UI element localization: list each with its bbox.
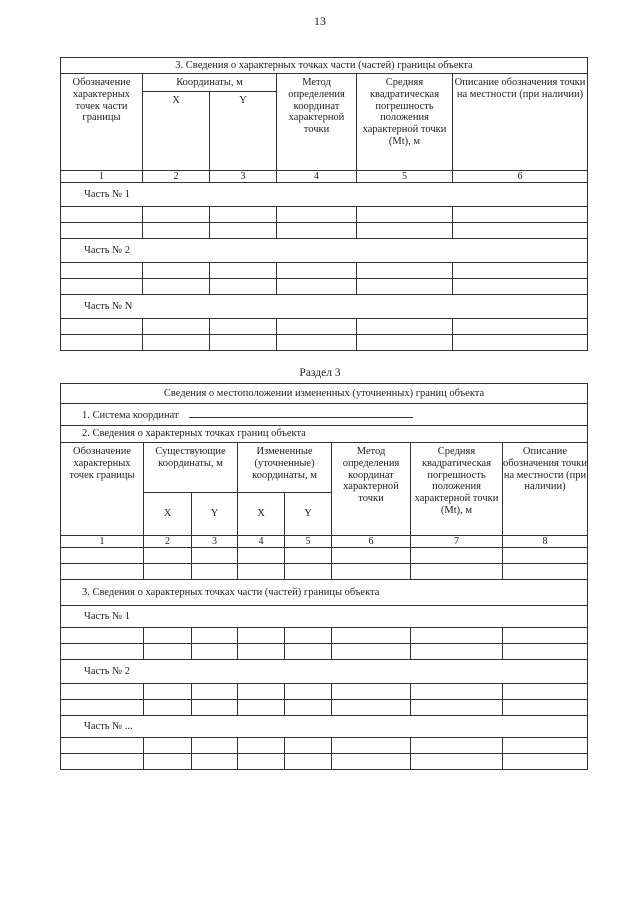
table-row bbox=[61, 335, 588, 351]
table-title: 3. Сведения о характерных точках части (частей) границы объекта bbox=[61, 58, 588, 74]
table-row bbox=[61, 319, 588, 335]
col-number: 2 bbox=[143, 171, 210, 183]
header-accuracy: Средняя квадратическая погрешность положения характерной точки (Mt), м bbox=[411, 443, 503, 536]
header-method: Метод определения координат характерной точки bbox=[332, 443, 411, 536]
table-title: Сведения о местоположении измененных (уточненных) границ объекта bbox=[61, 384, 588, 404]
part-label: Часть № 2 bbox=[61, 660, 588, 684]
coordinate-system-fill-line bbox=[189, 407, 413, 418]
points-section-title: 2. Сведения о характерных точках границ объекта bbox=[61, 426, 588, 443]
table-row bbox=[61, 738, 588, 754]
col-number: 5 bbox=[285, 536, 332, 548]
part-label: Часть № 2 bbox=[61, 239, 588, 263]
header-y: Y bbox=[210, 92, 277, 171]
col-number: 5 bbox=[357, 171, 453, 183]
col-number: 4 bbox=[238, 536, 285, 548]
header-point-designation: Обозначение характерных точек части границы bbox=[61, 74, 143, 171]
table-row bbox=[61, 564, 588, 580]
table-row bbox=[61, 263, 588, 279]
table-row bbox=[61, 628, 588, 644]
table-row bbox=[61, 223, 588, 239]
header-y: Y bbox=[285, 493, 332, 536]
col-number: 6 bbox=[332, 536, 411, 548]
table-row bbox=[61, 207, 588, 223]
col-number: 6 bbox=[453, 171, 588, 183]
col-number: 3 bbox=[210, 171, 277, 183]
header-coordinates: Координаты, м bbox=[143, 74, 277, 92]
part-label: Часть № ... bbox=[61, 716, 588, 738]
col-number: 7 bbox=[411, 536, 503, 548]
header-existing-coordinates: Существующие координаты, м bbox=[144, 443, 238, 493]
header-method: Метод определения координат характерной точки bbox=[277, 74, 357, 171]
header-changed-coordinates: Измененные (уточненные) координаты, м bbox=[238, 443, 332, 493]
header-x: X bbox=[143, 92, 210, 171]
header-x: X bbox=[238, 493, 285, 536]
part-label: Часть № 1 bbox=[61, 606, 588, 628]
col-number: 8 bbox=[503, 536, 588, 548]
header-x: X bbox=[144, 493, 192, 536]
header-accuracy: Средняя квадратическая погрешность положения характерной точки (Mt), м bbox=[357, 74, 453, 171]
table-part-points bbox=[60, 57, 588, 351]
parts-section-title: 3. Сведения о характерных точках части (частей) границы объекта bbox=[61, 580, 588, 606]
table-changed-boundaries bbox=[60, 383, 588, 770]
header-description: Описание обозначения точки на местности (при наличии) bbox=[503, 443, 588, 536]
table-row bbox=[61, 684, 588, 700]
table-row bbox=[61, 279, 588, 295]
coordinate-system-label: 1. Система координат bbox=[82, 410, 179, 422]
part-label: Часть № N bbox=[61, 295, 588, 319]
col-number: 1 bbox=[61, 171, 143, 183]
header-point-designation: Обозначение характерных точек границы bbox=[61, 443, 144, 536]
table-row bbox=[61, 548, 588, 564]
section-title: Раздел 3 bbox=[299, 367, 341, 379]
table-row bbox=[61, 644, 588, 660]
table-row bbox=[61, 754, 588, 770]
page-number: 13 bbox=[314, 14, 326, 28]
col-number: 1 bbox=[61, 536, 144, 548]
coordinate-system-row bbox=[61, 404, 588, 426]
part-label: Часть № 1 bbox=[61, 183, 588, 207]
col-number: 3 bbox=[192, 536, 238, 548]
col-number: 2 bbox=[144, 536, 192, 548]
header-y: Y bbox=[192, 493, 238, 536]
header-description: Описание обозначения точки на местности (при наличии) bbox=[453, 74, 588, 171]
table-row bbox=[61, 700, 588, 716]
col-number: 4 bbox=[277, 171, 357, 183]
